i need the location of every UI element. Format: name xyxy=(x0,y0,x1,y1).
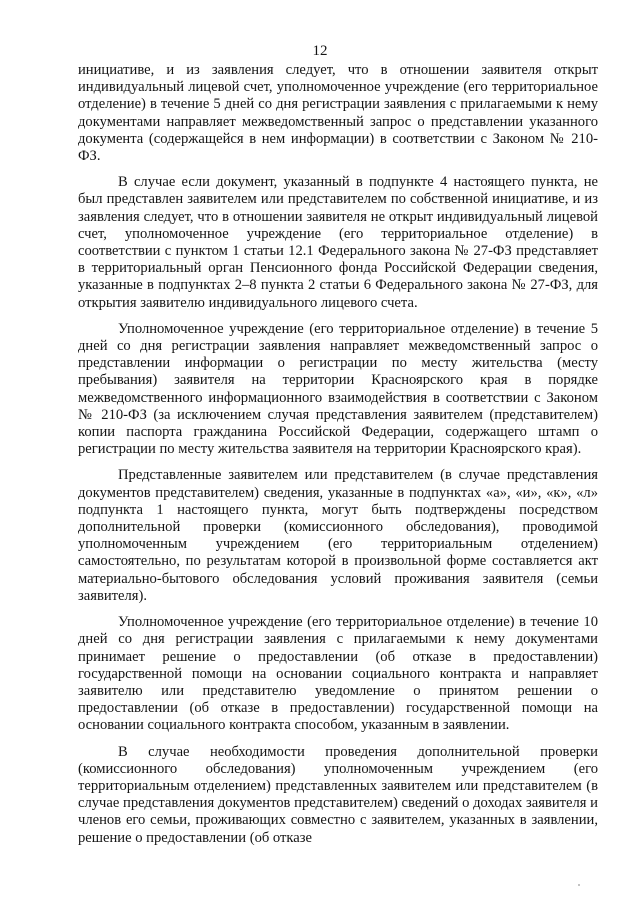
document-body xyxy=(78,62,598,847)
paragraph-residence-registration: Уполномоченное учреждение (его территориальное отделение) в течение 5 дней со дня регистрации заявления направляет межведомственный запрос о представлении информации о регистрации по месту жительства (месту пребывания) заявителя на территории Красноярского края в порядке межведомственного информационного взаимодействия в соответствии с Законом № 210-ФЗ (за исключением случая представления заявителем (представителем) копии паспорта гражданина Российской Федерации, содержащего штамп о регистрации по месту жительства заявителя на территории Красноярского края). xyxy=(78,320,598,458)
paragraph-additional-verification: Представленные заявителем или представителем (в случае представления документов представителем) сведения, указанные в подпунктах «а», «и», «к», «л» подпункта 1 настоящего пункта, могут быть подтверждены посредством дополнительной проверки (комиссионного обследования), проводимой уполномоченным учреждением (его территориальным отделением) самостоятельно, по результатам которой в произвольной форме составляется акт материально-бытового обследования условий проживания заявителя (семьи заявителя). xyxy=(78,467,598,604)
page-number: 12 xyxy=(312,43,328,59)
paragraph-income-verification: В случае необходимости проведения дополнительной проверки (комиссионного обследования) уполномоченным учреждением (его территориальным отделением) представленных заявителем или представителем (в случае представления документов представителем) сведений о доходах заявителя и членов его семьи, проживающих совместно с заявителем, указанных в заявлении, решение о предоставлении (об отказе xyxy=(78,743,598,846)
paragraph-continued: инициативе, и из заявления следует, что в отношении заявителя открыт индивидуальный лицевой счет, уполномоченное учреждение (его территориальное отделение) в течение 5 дней со дня регистрации заявления с прилагаемыми к нему документами направляет межведомственный запрос о представлении указанного документа (содержащейся в нем информации) в соответствии с Законом № 210-ФЗ. xyxy=(78,62,598,165)
paragraph-decision: Уполномоченное учреждение (его территориальное отделение) в течение 10 дней со дня регистрации заявления с прилагаемыми к нему документами принимает решение о предоставлении (об отказе в предоставлении) государственной помощи на основании социального контракта и направляет заявителю или представителю уведомление о принятом решении о предоставлении (об отказе в предоставлении) государственной помощи на основании социального контракта способом, указанным в заявлении. xyxy=(78,614,598,734)
paragraph-individual-account: В случае если документ, указанный в подпункте 4 настоящего пункта, не был представлен заявителем или представителем по собственной инициативе, и из заявления следует, что в отношении заявителя не открыт индивидуальный лицевой счет, уполномоченное учреждение (его территориальное отделение) в соответствии с пунктом 1 статьи 12.1 Федерального закона № 27-ФЗ представляет в территориальный орган Пенсионного фонда Российской Федерации сведения, указанные в подпунктах 2–8 пункта 2 статьи 6 Федерального закона № 27-ФЗ, для открытия заявителю индивидуального лицевого счета. xyxy=(78,174,598,311)
scan-speck xyxy=(578,884,580,886)
